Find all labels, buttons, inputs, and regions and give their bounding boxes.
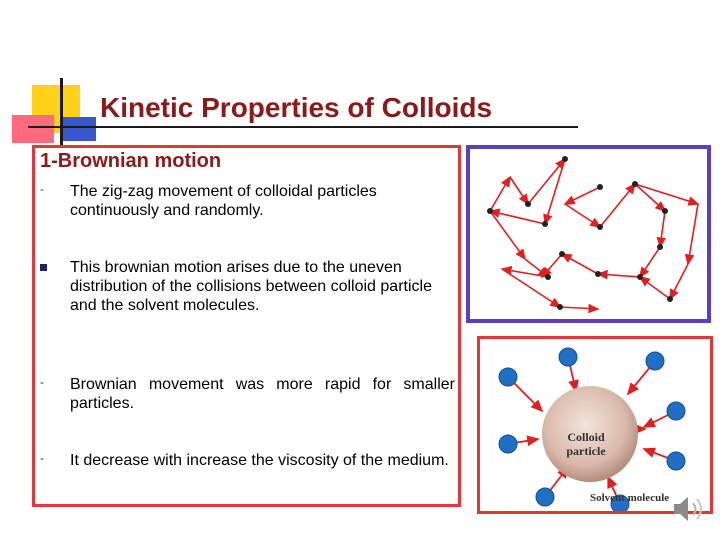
decor-blue-block (60, 117, 96, 141)
bullet-text: It decrease with increase the viscosity of the medium. (70, 452, 449, 469)
decor-vertical-line (60, 78, 63, 146)
section-heading: 1-Brownian motion (40, 150, 222, 172)
slide-title: Kinetic Properties of Colloids (100, 92, 493, 123)
collision-points (487, 156, 673, 310)
colloid-label-line2: particle (566, 444, 606, 458)
decor-horizontal-line (28, 126, 578, 128)
dash-marker: - (40, 451, 44, 465)
colloid-label-line1: Colloid (567, 430, 605, 444)
zigzag-path-right (542, 184, 698, 299)
square-bullet-icon (40, 264, 47, 271)
colloid-diagram (477, 336, 713, 514)
bullet-item (40, 451, 460, 496)
solvent-label: Solvent molecule (590, 492, 670, 504)
bullet-text: This brownian motion arises due to the uneven distribution of the collisions between colloid particle and the solvent molecules. (70, 259, 432, 314)
decor-pink-block (12, 115, 54, 143)
zigzag-path-left (490, 159, 598, 309)
bullet-item (40, 182, 460, 227)
dash-marker: - (40, 375, 44, 389)
zigzag-paths-svg (470, 149, 707, 319)
bullet-item (40, 375, 460, 420)
bullet-text: The zig-zag movement of colloidal particles continuously and randomly. (70, 183, 377, 219)
colloid-svg (480, 339, 710, 511)
bullet-text: Brownian movement was more rapid for smaller particles. (70, 376, 455, 412)
bullet-item (40, 258, 460, 343)
speaker-icon[interactable] (670, 492, 710, 526)
zigzag-diagram (466, 145, 711, 323)
dash-marker: - (40, 182, 44, 196)
